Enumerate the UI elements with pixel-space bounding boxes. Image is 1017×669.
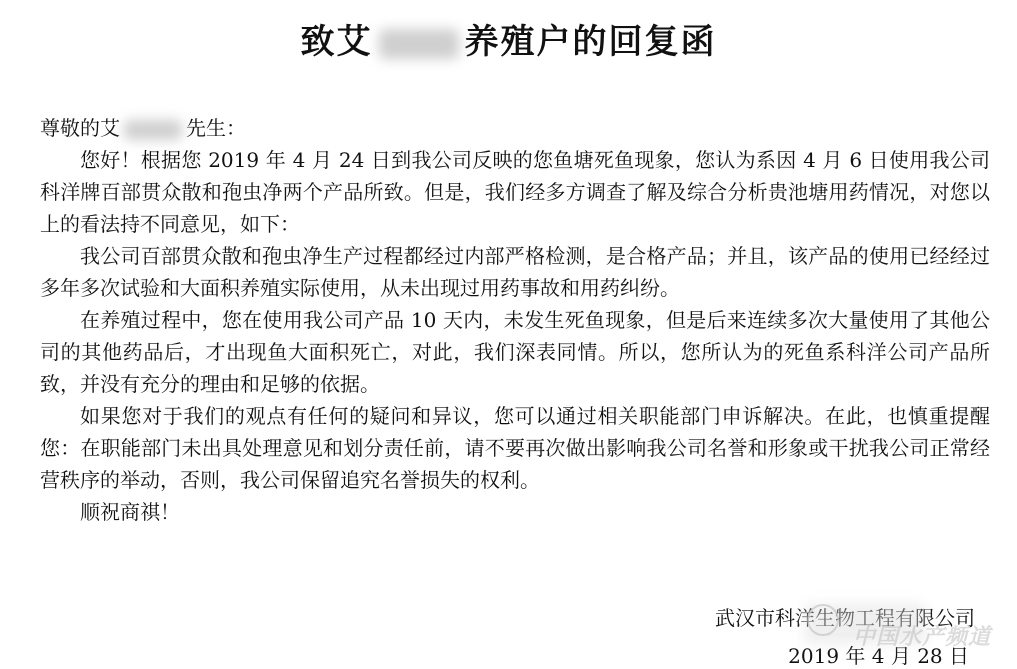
paragraph-closing: 顺祝商祺！	[80, 500, 180, 524]
watermark-text: 中国水产频道	[852, 625, 991, 650]
signature-date: 2019 年 4 月 28 日	[788, 644, 969, 668]
letter-title	[0, 14, 1017, 63]
salutation-part-2: 先生：	[186, 116, 246, 140]
redacted-name-blur	[124, 120, 182, 140]
letter-body	[40, 144, 990, 528]
redacted-name-blur	[379, 29, 459, 59]
signature-company: 武汉市科洋生物工程有限公司	[715, 606, 975, 630]
salutation	[40, 112, 246, 141]
salutation-part-1: 尊敬的艾	[40, 116, 120, 140]
title-part-1: 致艾	[300, 22, 373, 62]
paragraph-4: 如果您对于我们的观点有任何的疑问和异议，您可以通过相关职能部门申诉解决。在此，也慎重提醒您：在职能部门未出具处理意见和划分责任前，请不要再次做出影响我公司名誉和形象或干扰我公司正常经营秩序的举动，否则，我公司保留追究名誉损失的权利。	[40, 404, 990, 492]
title-part-2: 养殖户的回复函	[464, 22, 717, 62]
paragraph-3: 在养殖过程中，您在使用我公司产品 10 天内，未发生死鱼现象，但是后来连续多次大量使用了其他公司的其他药品后，才出现鱼大面积死亡，对此，我们深表同情。所以，您所认为的死鱼系科洋公司产品所致，并没有充分的理由和足够的依据。	[40, 308, 990, 396]
paragraph-1: 您好！根据您 2019 年 4 月 24 日到我公司反映的您鱼塘死鱼现象，您认为系因 4 月 6 日使用我公司科洋牌百部贯众散和孢虫净两个产品所致。但是，我们经多方调查了解及综合分析贵池塘用药情况，对您以上的看法持不同意见，如下：	[40, 148, 990, 236]
wechat-circle-icon	[807, 604, 839, 636]
paragraph-2: 我公司百部贯众散和孢虫净生产过程都经过内部严格检测，是合格产品；并且，该产品的使用已经经过多年多次试验和大面积养殖实际使用，从未出现过用药事故和用药纠纷。	[40, 244, 990, 300]
